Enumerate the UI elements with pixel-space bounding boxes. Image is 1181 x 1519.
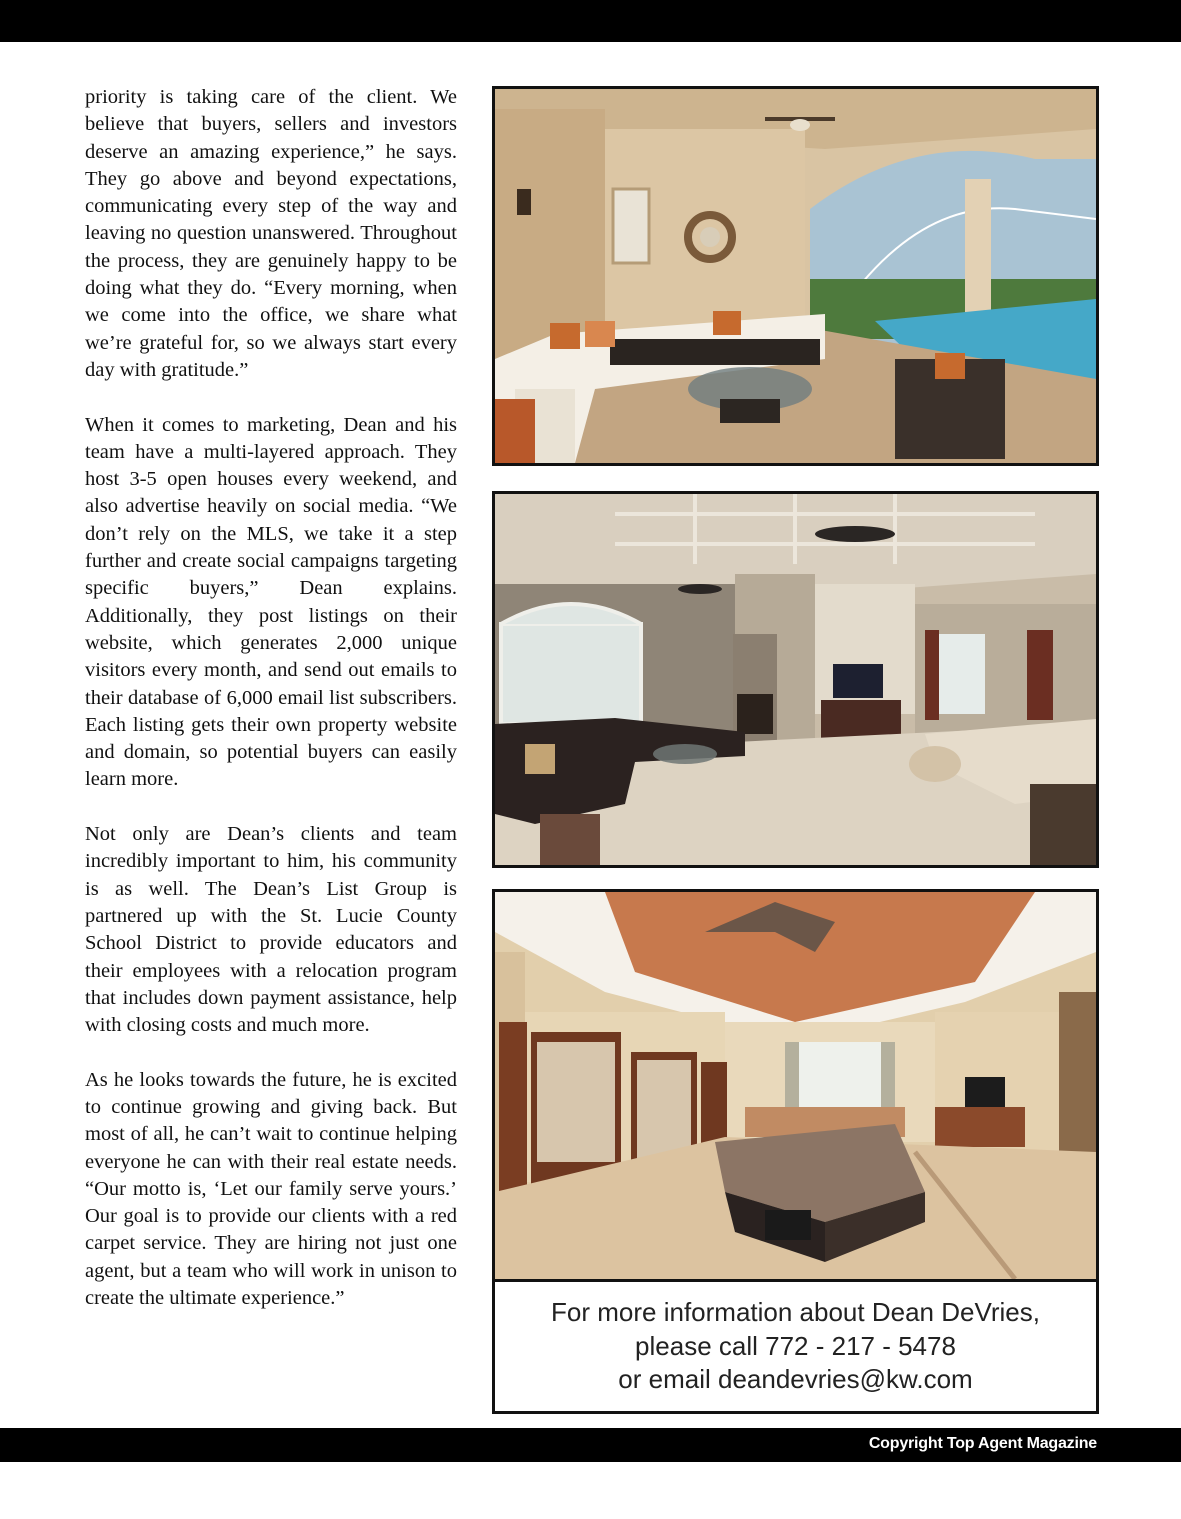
contact-info-box [492, 1279, 1099, 1414]
patio-photo [492, 86, 1099, 466]
patio-photo-illustration [495, 89, 1096, 463]
game-room-photo [492, 889, 1099, 1282]
living-room-photo [492, 491, 1099, 868]
contact-phone-line: please call 772 - 217 - 5478 [635, 1330, 956, 1361]
contact-email-line: or email deandevries@kw.com [618, 1364, 973, 1394]
top-bar [0, 0, 1181, 42]
article-body [85, 84, 457, 1340]
living-room-photo-illustration [495, 494, 1096, 865]
article-paragraph-2: When it comes to marketing, Dean and his team have a multi-layered approach. They host 3-5 open houses every weekend, and also advertise heavily on social media. “We don’t rely on the MLS, we take it a step further and create social campaigns targeting specific buyers,” Dean explains. Additionally, they post listings on their website, which generates 2,000 unique visitors every month, and send out emails to their database of 6,000 email list subscribers. Each listing gets their own property website and domain, so potential buyers can easily learn more. [85, 413, 457, 791]
article-paragraph-1: priority is taking care of the client. We believe that buyers, sellers and investors deserve an amazing experience,” he says. They go above and beyond expectations, communicating every step of the way and leaving no question unanswered. Throughout the process, they are genuinely happy to be doing what they do. “Every morning, when we come into the office, we share what we’re grateful for, so we always start every day with gratitude.” [85, 86, 457, 381]
article-paragraph-3: Not only are Dean’s clients and team incredibly important to him, his community is as well. The Dean’s List Group is partnered up with the St. Lucie County School District to provide educators and their employees with a relocation program that includes down payment assistance, help with closing costs and much more. [85, 823, 457, 1037]
article-paragraph-4: As he looks towards the future, he is excited to continue growing and giving back. But most of all, he can’t wait to continue helping everyone he can with their real estate needs. “Our motto is, ‘Let our family serve yours.’ Our goal is to provide our clients with a red carpet service. They are hiring not just one agent, but a team who will work in unison to create the ultimate experience.” [85, 1068, 457, 1310]
game-room-photo-illustration [495, 892, 1096, 1279]
contact-line-1: For more information about Dean DeVries, [551, 1297, 1040, 1327]
copyright-text: Copyright Top Agent Magazine [868, 1435, 1097, 1452]
footer-bar [0, 1428, 1181, 1462]
